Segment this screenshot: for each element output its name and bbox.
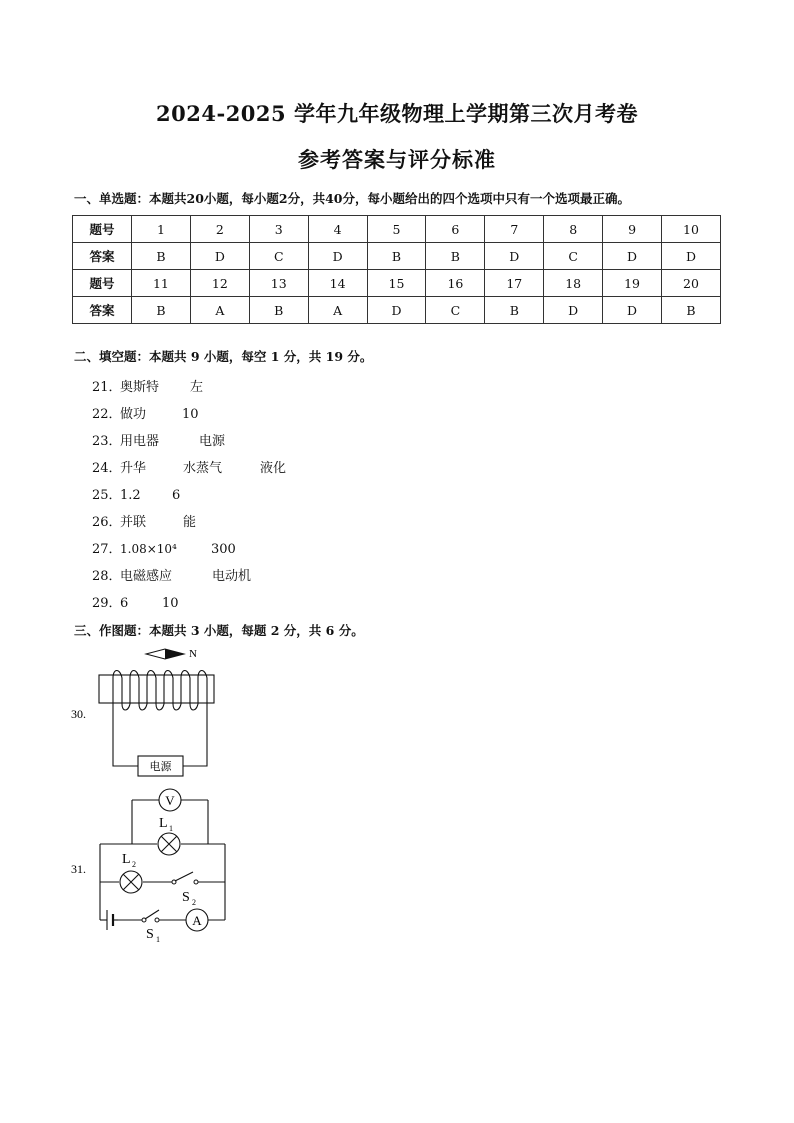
row-label: 题号 (73, 216, 132, 243)
item-number: 28． (92, 569, 122, 584)
q30-number: 30. (71, 707, 86, 721)
answer-cell: C (249, 243, 308, 270)
compass-label-n: N (189, 648, 197, 660)
switch-s1-contact (155, 918, 159, 922)
item-number: 21． (92, 380, 122, 395)
question-number: 19 (603, 270, 662, 297)
lamp-l1-subscript: 1 (169, 824, 173, 833)
answer-table (72, 215, 721, 324)
voltmeter-label: V (165, 793, 175, 808)
power-source-label: 电源 (149, 761, 172, 773)
answer-text: 奥斯特 (120, 380, 160, 395)
table-row (73, 216, 721, 243)
answer-cell: B (367, 243, 426, 270)
answer-text: 用电器 (120, 434, 160, 449)
answer-cell: B (485, 297, 544, 324)
switch-s2-label: S (182, 890, 190, 905)
answer-cell: B (132, 297, 191, 324)
answer-text: 1.08×10⁴ (120, 542, 177, 556)
answer-cell: B (249, 297, 308, 324)
switch-s1-subscript: 1 (156, 935, 160, 944)
answer-text: 液化 (260, 461, 287, 476)
q30-wire-left (113, 708, 138, 766)
answer-cell: D (603, 297, 662, 324)
question-number: 12 (190, 270, 249, 297)
answer-text: 10 (162, 596, 179, 611)
question-number: 7 (485, 216, 544, 243)
q30-wire-right (183, 708, 207, 766)
answer-cell: D (308, 243, 367, 270)
question-number: 15 (367, 270, 426, 297)
answer-cell: B (662, 297, 721, 324)
fill-item-25 (92, 484, 180, 503)
item-number: 24． (92, 461, 122, 476)
switch-s2-blade (175, 872, 193, 881)
answer-cell: B (132, 243, 191, 270)
answer-text: 并联 (120, 515, 147, 530)
question-number: 9 (603, 216, 662, 243)
lamp-l2-label: L (122, 852, 131, 867)
question-number: 3 (249, 216, 308, 243)
question-number: 17 (485, 270, 544, 297)
answer-text: 电源 (199, 434, 226, 449)
answer-text: 升华 (120, 461, 147, 476)
section2-heading: 二、填空题：本题共 9 小题，每空 1 分，共 19 分。 (74, 349, 373, 364)
switch-s2-subscript: 2 (192, 898, 196, 907)
item-number: 29． (92, 596, 122, 611)
answer-text: 左 (190, 380, 204, 395)
item-number: 25． (92, 488, 122, 503)
question-number: 11 (132, 270, 191, 297)
answer-cell: D (485, 243, 544, 270)
answer-text: 10 (182, 407, 199, 422)
question-number: 16 (426, 270, 485, 297)
q31-diagram (60, 780, 260, 950)
table-row (73, 270, 721, 297)
answer-text: 能 (183, 515, 197, 530)
page-subtitle: 参考答案与评分标准 (298, 147, 496, 172)
row-label: 题号 (73, 270, 132, 297)
switch-s1-label: S (146, 927, 154, 942)
question-number: 13 (249, 270, 308, 297)
fill-item-22 (92, 403, 199, 422)
question-number: 6 (426, 216, 485, 243)
question-number: 2 (190, 216, 249, 243)
answer-text: 300 (211, 542, 236, 557)
answer-cell: B (426, 243, 485, 270)
fill-item-29 (92, 592, 179, 611)
table-row (73, 243, 721, 270)
q30-diagram (60, 640, 240, 780)
question-number: 1 (132, 216, 191, 243)
question-number: 4 (308, 216, 367, 243)
answer-cell: D (544, 297, 603, 324)
answer-text: 电磁感应 (120, 569, 173, 584)
compass-needle-north-half (165, 649, 184, 659)
item-number: 27． (92, 542, 122, 557)
answer-cell: D (662, 243, 721, 270)
answer-text: 1.2 (120, 488, 141, 503)
row-label: 答案 (73, 243, 132, 270)
section1-heading: 一、单选题：本题共20小题，每小题2分，共40分，每小题给出的四个选项中只有一个选项最正确。 (74, 191, 630, 206)
question-number: 10 (662, 216, 721, 243)
answer-text: 6 (172, 488, 181, 503)
question-number: 8 (544, 216, 603, 243)
fill-item-27 (92, 538, 236, 557)
answer-text: 6 (120, 596, 129, 611)
answer-cell: A (190, 297, 249, 324)
question-number: 14 (308, 270, 367, 297)
answer-cell: D (190, 243, 249, 270)
question-number: 18 (544, 270, 603, 297)
section3-heading: 三、作图题：本题共 3 小题，每题 2 分，共 6 分。 (74, 623, 364, 638)
fill-item-21 (92, 376, 203, 395)
answer-cell: D (367, 297, 426, 324)
table-row (73, 297, 721, 324)
item-number: 26． (92, 515, 122, 530)
lamp-l2-subscript: 2 (132, 860, 136, 869)
answer-cell: D (603, 243, 662, 270)
lamp-l1-label: L (159, 816, 168, 831)
answer-cell: A (308, 297, 367, 324)
fill-item-26 (92, 511, 196, 530)
answer-cell: C (426, 297, 485, 324)
item-number: 22． (92, 407, 122, 422)
row-label: 答案 (73, 297, 132, 324)
page-title: 2024-2025 学年九年级物理上学期第三次月考卷 (156, 101, 638, 126)
switch-s2-contact (194, 880, 198, 884)
question-number: 20 (662, 270, 721, 297)
fill-item-28 (92, 565, 251, 584)
fill-item-23 (92, 430, 225, 449)
item-number: 23． (92, 434, 122, 449)
answer-text: 做功 (120, 407, 147, 422)
ammeter-label: A (192, 913, 202, 928)
answer-text: 水蒸气 (183, 461, 223, 476)
fill-item-24 (92, 457, 286, 476)
answer-text: 电动机 (212, 569, 252, 584)
question-number: 5 (367, 216, 426, 243)
answer-cell: C (544, 243, 603, 270)
q31-number: 31. (71, 862, 86, 876)
